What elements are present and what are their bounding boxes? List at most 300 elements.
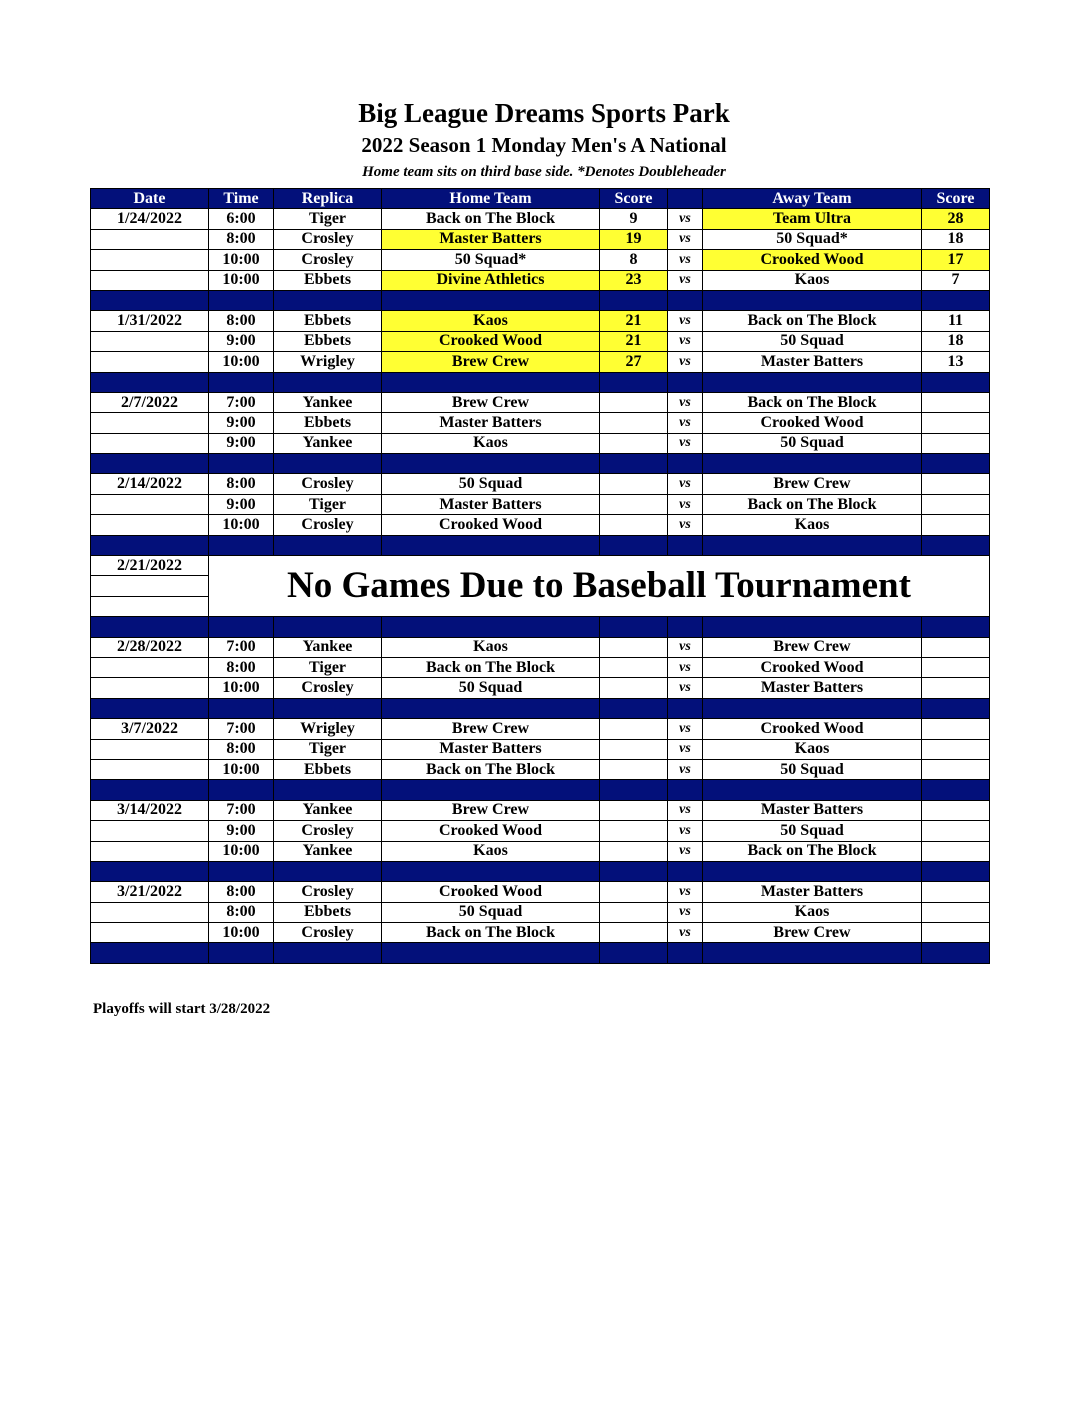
separator-cell: [274, 535, 382, 555]
time-cell: 10:00: [209, 841, 274, 861]
separator-cell: [209, 454, 274, 474]
replica-cell: Yankee: [274, 392, 382, 412]
separator-cell: [91, 617, 209, 637]
separator-cell: [922, 454, 990, 474]
table-row: [91, 678, 990, 698]
home-team-cell: Brew Crew: [382, 352, 600, 372]
home-team-cell: 50 Squad*: [382, 250, 600, 270]
home-score-cell: [600, 719, 668, 739]
date-cell: 2/28/2022: [91, 637, 209, 657]
replica-cell: Yankee: [274, 841, 382, 861]
date-cell: 2/14/2022: [91, 474, 209, 494]
away-score-cell: [922, 637, 990, 657]
table-row: [91, 413, 990, 433]
time-cell: 10:00: [209, 352, 274, 372]
week-separator: [91, 290, 990, 310]
table-row: [91, 759, 990, 779]
vs-cell: vs: [668, 229, 703, 249]
away-team-cell: Master Batters: [703, 352, 922, 372]
away-team-cell: Crooked Wood: [703, 657, 922, 677]
replica-cell: Ebbets: [274, 902, 382, 922]
away-score-cell: [922, 800, 990, 820]
home-team-cell: Crooked Wood: [382, 515, 600, 535]
vs-cell: vs: [668, 433, 703, 453]
home-score-cell: [600, 515, 668, 535]
replica-cell: Yankee: [274, 800, 382, 820]
playoffs-note: Playoffs will start 3/28/2022: [93, 1001, 271, 1017]
week-separator: [91, 861, 990, 881]
date-cell: [91, 596, 209, 616]
away-score-cell: 11: [922, 311, 990, 331]
separator-cell: [668, 372, 703, 392]
table-row: [91, 657, 990, 677]
time-cell: 7:00: [209, 719, 274, 739]
table-row: [91, 821, 990, 841]
vs-cell: vs: [668, 515, 703, 535]
replica-cell: Crosley: [274, 229, 382, 249]
separator-cell: [703, 861, 922, 881]
separator-cell: [91, 372, 209, 392]
date-cell: 1/31/2022: [91, 311, 209, 331]
away-score-cell: [922, 515, 990, 535]
home-team-cell: Kaos: [382, 311, 600, 331]
away-team-cell: Master Batters: [703, 800, 922, 820]
vs-cell: vs: [668, 821, 703, 841]
separator-cell: [209, 698, 274, 718]
replica-cell: Ebbets: [274, 270, 382, 290]
away-score-cell: [922, 719, 990, 739]
away-score-cell: [922, 739, 990, 759]
away-team-cell: Back on The Block: [703, 494, 922, 514]
vs-cell: vs: [668, 270, 703, 290]
table-row: [91, 882, 990, 902]
separator-cell: [703, 290, 922, 310]
date-cell: [91, 902, 209, 922]
replica-cell: Tiger: [274, 494, 382, 514]
replica-cell: Yankee: [274, 637, 382, 657]
away-team-cell: Master Batters: [703, 882, 922, 902]
vs-cell: vs: [668, 923, 703, 943]
vs-cell: vs: [668, 739, 703, 759]
separator-cell: [668, 290, 703, 310]
date-cell: [91, 759, 209, 779]
no-games-notice: No Games Due to Baseball Tournament: [209, 556, 990, 617]
home-team-cell: Master Batters: [382, 494, 600, 514]
separator-cell: [91, 698, 209, 718]
separator-cell: [209, 372, 274, 392]
separator-cell: [922, 861, 990, 881]
home-team-cell: Crooked Wood: [382, 882, 600, 902]
table-row: [91, 494, 990, 514]
home-score-cell: [600, 800, 668, 820]
away-team-cell: 50 Squad: [703, 759, 922, 779]
separator-cell: [274, 290, 382, 310]
away-team-cell: Back on The Block: [703, 311, 922, 331]
away-team-cell: Crooked Wood: [703, 250, 922, 270]
home-score-cell: 21: [600, 311, 668, 331]
separator-cell: [382, 617, 600, 637]
home-team-cell: 50 Squad: [382, 678, 600, 698]
away-team-cell: Kaos: [703, 515, 922, 535]
home-score-cell: [600, 739, 668, 759]
time-cell: 7:00: [209, 392, 274, 412]
table-row: [91, 800, 990, 820]
time-cell: 7:00: [209, 637, 274, 657]
away-team-cell: Kaos: [703, 902, 922, 922]
home-team-cell: Master Batters: [382, 229, 600, 249]
home-score-cell: [600, 882, 668, 902]
replica-cell: Crosley: [274, 923, 382, 943]
time-cell: 9:00: [209, 494, 274, 514]
separator-cell: [91, 943, 209, 963]
separator-cell: [209, 535, 274, 555]
week-separator: [91, 372, 990, 392]
replica-cell: Crosley: [274, 515, 382, 535]
vs-cell: vs: [668, 759, 703, 779]
page-subtitle: 2022 Season 1 Monday Men's A National: [361, 133, 727, 157]
home-team-cell: Kaos: [382, 637, 600, 657]
page-title: Big League Dreams Sports Park: [358, 98, 730, 128]
home-team-cell: Brew Crew: [382, 800, 600, 820]
separator-cell: [668, 780, 703, 800]
home-team-cell: Back on The Block: [382, 759, 600, 779]
separator-cell: [922, 943, 990, 963]
separator-cell: [703, 454, 922, 474]
week-separator: [91, 617, 990, 637]
separator-cell: [703, 535, 922, 555]
table-row: [91, 515, 990, 535]
vs-cell: vs: [668, 882, 703, 902]
separator-cell: [600, 861, 668, 881]
time-cell: 10:00: [209, 759, 274, 779]
separator-cell: [91, 454, 209, 474]
separator-cell: [703, 780, 922, 800]
home-team-cell: Brew Crew: [382, 392, 600, 412]
home-score-cell: 8: [600, 250, 668, 270]
separator-cell: [703, 372, 922, 392]
away-team-cell: Kaos: [703, 739, 922, 759]
away-score-cell: 18: [922, 331, 990, 351]
separator-cell: [600, 372, 668, 392]
vs-cell: vs: [668, 841, 703, 861]
home-score-cell: 9: [600, 209, 668, 229]
date-cell: [91, 841, 209, 861]
date-cell: [91, 250, 209, 270]
separator-cell: [209, 780, 274, 800]
home-score-cell: 23: [600, 270, 668, 290]
separator-cell: [209, 617, 274, 637]
replica-cell: Crosley: [274, 821, 382, 841]
date-cell: 1/24/2022: [91, 209, 209, 229]
vs-cell: vs: [668, 209, 703, 229]
away-score-cell: [922, 433, 990, 453]
time-cell: 10:00: [209, 250, 274, 270]
home-score-cell: [600, 494, 668, 514]
home-score-cell: [600, 902, 668, 922]
time-cell: 8:00: [209, 902, 274, 922]
vs-cell: vs: [668, 494, 703, 514]
date-cell: [91, 331, 209, 351]
away-team-cell: Master Batters: [703, 678, 922, 698]
home-score-cell: 21: [600, 331, 668, 351]
separator-cell: [600, 698, 668, 718]
home-score-cell: [600, 821, 668, 841]
home-team-cell: Back on The Block: [382, 923, 600, 943]
vs-cell: vs: [668, 413, 703, 433]
vs-cell: vs: [668, 250, 703, 270]
away-score-cell: [922, 841, 990, 861]
table-row: [91, 556, 990, 576]
week-separator: [91, 943, 990, 963]
away-team-cell: Crooked Wood: [703, 719, 922, 739]
replica-cell: Tiger: [274, 209, 382, 229]
home-team-cell: Back on The Block: [382, 657, 600, 677]
time-cell: 8:00: [209, 882, 274, 902]
separator-cell: [91, 290, 209, 310]
separator-cell: [922, 698, 990, 718]
away-score-cell: [922, 494, 990, 514]
table-row: [91, 392, 990, 412]
away-score-cell: 17: [922, 250, 990, 270]
date-cell: 3/14/2022: [91, 800, 209, 820]
home-score-cell: [600, 841, 668, 861]
home-score-cell: [600, 637, 668, 657]
separator-cell: [209, 290, 274, 310]
time-cell: 10:00: [209, 923, 274, 943]
time-cell: 7:00: [209, 800, 274, 820]
replica-cell: Ebbets: [274, 331, 382, 351]
time-cell: 8:00: [209, 657, 274, 677]
col-header-away-score: Score: [922, 189, 990, 209]
separator-cell: [209, 861, 274, 881]
date-cell: 3/21/2022: [91, 882, 209, 902]
separator-cell: [274, 943, 382, 963]
separator-cell: [922, 780, 990, 800]
replica-cell: Tiger: [274, 657, 382, 677]
date-cell: [91, 739, 209, 759]
table-row: [91, 923, 990, 943]
vs-cell: vs: [668, 474, 703, 494]
schedule-table: [90, 188, 990, 964]
replica-cell: Tiger: [274, 739, 382, 759]
table-row: [91, 433, 990, 453]
time-cell: 10:00: [209, 678, 274, 698]
home-score-cell: [600, 923, 668, 943]
separator-cell: [274, 617, 382, 637]
separator-cell: [922, 617, 990, 637]
away-score-cell: 13: [922, 352, 990, 372]
home-team-cell: Divine Athletics: [382, 270, 600, 290]
vs-cell: vs: [668, 902, 703, 922]
table-row: [91, 209, 990, 229]
table-row: [91, 229, 990, 249]
separator-cell: [922, 290, 990, 310]
away-score-cell: [922, 902, 990, 922]
away-score-cell: [922, 678, 990, 698]
separator-cell: [600, 454, 668, 474]
date-cell: [91, 270, 209, 290]
separator-cell: [91, 780, 209, 800]
separator-cell: [668, 861, 703, 881]
separator-cell: [668, 943, 703, 963]
time-cell: 6:00: [209, 209, 274, 229]
separator-cell: [382, 780, 600, 800]
separator-cell: [91, 535, 209, 555]
separator-cell: [382, 372, 600, 392]
away-score-cell: [922, 392, 990, 412]
home-team-cell: Back on The Block: [382, 209, 600, 229]
away-team-cell: Back on The Block: [703, 841, 922, 861]
vs-cell: vs: [668, 392, 703, 412]
vs-cell: vs: [668, 657, 703, 677]
date-cell: [91, 494, 209, 514]
col-header-date: Date: [91, 189, 209, 209]
table-row: [91, 250, 990, 270]
separator-cell: [668, 454, 703, 474]
home-score-cell: [600, 433, 668, 453]
home-score-cell: [600, 392, 668, 412]
separator-cell: [703, 943, 922, 963]
time-cell: 9:00: [209, 433, 274, 453]
week-separator: [91, 698, 990, 718]
away-score-cell: [922, 474, 990, 494]
home-score-cell: [600, 759, 668, 779]
separator-cell: [703, 617, 922, 637]
separator-cell: [600, 780, 668, 800]
home-team-cell: Kaos: [382, 841, 600, 861]
replica-cell: Ebbets: [274, 311, 382, 331]
time-cell: 9:00: [209, 821, 274, 841]
home-score-cell: 27: [600, 352, 668, 372]
away-team-cell: Back on The Block: [703, 392, 922, 412]
away-score-cell: 7: [922, 270, 990, 290]
separator-cell: [382, 943, 600, 963]
header-row: [91, 189, 990, 209]
home-team-cell: Master Batters: [382, 413, 600, 433]
time-cell: 9:00: [209, 413, 274, 433]
col-header-home-team: Home Team: [382, 189, 600, 209]
date-cell: [91, 576, 209, 596]
home-team-cell: Crooked Wood: [382, 821, 600, 841]
table-row: [91, 902, 990, 922]
home-team-cell: Kaos: [382, 433, 600, 453]
separator-cell: [668, 698, 703, 718]
replica-cell: Crosley: [274, 250, 382, 270]
replica-cell: Wrigley: [274, 352, 382, 372]
time-cell: 10:00: [209, 515, 274, 535]
schedule-note: Home team sits on third base side. *Denotes Doubleheader: [362, 164, 726, 180]
away-score-cell: 18: [922, 229, 990, 249]
separator-cell: [274, 454, 382, 474]
away-team-cell: Team Ultra: [703, 209, 922, 229]
away-team-cell: 50 Squad*: [703, 229, 922, 249]
date-cell: 2/7/2022: [91, 392, 209, 412]
replica-cell: Crosley: [274, 678, 382, 698]
vs-cell: vs: [668, 311, 703, 331]
time-cell: 10:00: [209, 270, 274, 290]
week-separator: [91, 535, 990, 555]
separator-cell: [91, 861, 209, 881]
time-cell: 9:00: [209, 331, 274, 351]
vs-cell: vs: [668, 637, 703, 657]
table-row: [91, 637, 990, 657]
home-score-cell: [600, 678, 668, 698]
away-score-cell: [922, 657, 990, 677]
table-row: [91, 841, 990, 861]
vs-cell: vs: [668, 331, 703, 351]
date-cell: [91, 433, 209, 453]
table-row: [91, 739, 990, 759]
time-cell: 8:00: [209, 474, 274, 494]
week-separator: [91, 780, 990, 800]
date-cell: [91, 413, 209, 433]
away-team-cell: Kaos: [703, 270, 922, 290]
away-score-cell: 28: [922, 209, 990, 229]
separator-cell: [668, 535, 703, 555]
separator-cell: [703, 698, 922, 718]
vs-cell: vs: [668, 352, 703, 372]
home-team-cell: Master Batters: [382, 739, 600, 759]
replica-cell: Crosley: [274, 882, 382, 902]
home-score-cell: [600, 413, 668, 433]
separator-cell: [668, 617, 703, 637]
separator-cell: [600, 943, 668, 963]
date-cell: [91, 678, 209, 698]
away-team-cell: 50 Squad: [703, 821, 922, 841]
col-header-away-team: Away Team: [703, 189, 922, 209]
time-cell: 8:00: [209, 311, 274, 331]
away-score-cell: [922, 882, 990, 902]
separator-cell: [274, 780, 382, 800]
separator-cell: [600, 617, 668, 637]
away-team-cell: Brew Crew: [703, 637, 922, 657]
separator-cell: [274, 861, 382, 881]
date-cell: [91, 229, 209, 249]
separator-cell: [382, 290, 600, 310]
away-score-cell: [922, 759, 990, 779]
vs-cell: vs: [668, 678, 703, 698]
replica-cell: Ebbets: [274, 413, 382, 433]
separator-cell: [382, 535, 600, 555]
home-team-cell: Crooked Wood: [382, 331, 600, 351]
date-cell: 3/7/2022: [91, 719, 209, 739]
separator-cell: [274, 698, 382, 718]
date-cell: [91, 821, 209, 841]
away-team-cell: 50 Squad: [703, 331, 922, 351]
date-cell: [91, 352, 209, 372]
away-team-cell: Brew Crew: [703, 474, 922, 494]
date-cell: [91, 923, 209, 943]
table-row: [91, 270, 990, 290]
away-score-cell: [922, 821, 990, 841]
time-cell: 8:00: [209, 739, 274, 759]
date-cell: [91, 515, 209, 535]
separator-cell: [922, 535, 990, 555]
away-team-cell: 50 Squad: [703, 433, 922, 453]
replica-cell: Wrigley: [274, 719, 382, 739]
separator-cell: [382, 454, 600, 474]
schedule-body: [91, 209, 990, 963]
table-row: [91, 352, 990, 372]
away-score-cell: [922, 413, 990, 433]
separator-cell: [382, 861, 600, 881]
home-team-cell: 50 Squad: [382, 902, 600, 922]
away-team-cell: Crooked Wood: [703, 413, 922, 433]
col-header-replica: Replica: [274, 189, 382, 209]
vs-cell: vs: [668, 719, 703, 739]
home-team-cell: 50 Squad: [382, 474, 600, 494]
home-team-cell: Brew Crew: [382, 719, 600, 739]
